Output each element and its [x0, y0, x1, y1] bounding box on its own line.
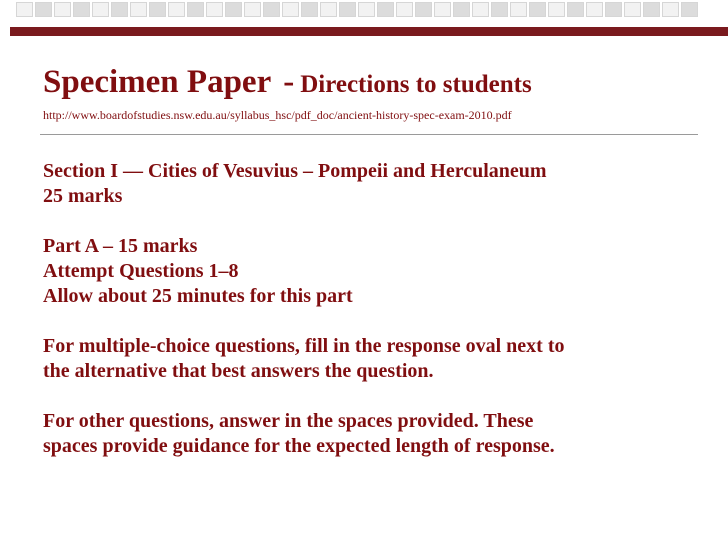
decorative-square	[339, 2, 356, 17]
divider	[40, 134, 698, 135]
mc-instruction-line-2: the alternative that best answers the question.	[43, 360, 434, 382]
decorative-square	[54, 2, 71, 17]
decorative-square	[16, 2, 33, 17]
time-allowance: Allow about 25 minutes for this part	[43, 285, 353, 307]
decorative-square	[263, 2, 280, 17]
top-accent-bar	[10, 27, 728, 36]
decorative-square	[225, 2, 242, 17]
mc-instruction-line-1: For multiple-choice questions, fill in the response oval next to	[43, 335, 565, 357]
part-heading: Part A – 15 marks	[43, 235, 198, 257]
section-marks: 25 marks	[43, 185, 123, 207]
decorative-square	[396, 2, 413, 17]
other-instruction-line-2: spaces provide guidance for the expected length of response.	[43, 435, 555, 457]
directions-body	[43, 159, 713, 459]
decorative-square	[206, 2, 223, 17]
decorative-square	[111, 2, 128, 17]
decorative-square	[73, 2, 90, 17]
decorative-square	[320, 2, 337, 17]
other-instruction-line-1: For other questions, answer in the spaces provided. These	[43, 410, 534, 432]
decorative-square	[282, 2, 299, 17]
decorative-square	[453, 2, 470, 17]
decorative-square	[377, 2, 394, 17]
decorative-square	[605, 2, 622, 17]
decorative-square	[92, 2, 109, 17]
decorative-square	[662, 2, 679, 17]
title-subtitle: Directions to students	[300, 71, 532, 98]
attempt-questions: Attempt Questions 1–8	[43, 260, 239, 282]
decorative-square	[472, 2, 489, 17]
decorative-square	[434, 2, 451, 17]
title-dash: -	[283, 64, 295, 100]
decorative-square	[567, 2, 584, 17]
decorative-square	[187, 2, 204, 17]
decorative-square	[681, 2, 698, 17]
slide-title	[43, 63, 532, 101]
decorative-square	[35, 2, 52, 17]
source-url: http://www.boardofstudies.nsw.edu.au/syllabus_hsc/pdf_doc/ancient-history-spec-exam-2010.pdf	[43, 108, 512, 122]
section-heading: Section I — Cities of Vesuvius – Pompeii and Herculaneum	[43, 160, 547, 182]
decorative-squares	[16, 2, 716, 27]
decorative-square	[130, 2, 147, 17]
decorative-square	[415, 2, 432, 17]
decorative-square	[149, 2, 166, 17]
decorative-square	[491, 2, 508, 17]
decorative-square	[643, 2, 660, 17]
decorative-square	[548, 2, 565, 17]
decorative-square	[510, 2, 527, 17]
decorative-square	[624, 2, 641, 17]
decorative-square	[358, 2, 375, 17]
decorative-square	[168, 2, 185, 17]
decorative-square	[301, 2, 318, 17]
decorative-square	[529, 2, 546, 17]
top-decoration	[0, 0, 728, 34]
title-main: Specimen Paper	[43, 64, 272, 100]
decorative-square	[586, 2, 603, 17]
decorative-square	[244, 2, 261, 17]
